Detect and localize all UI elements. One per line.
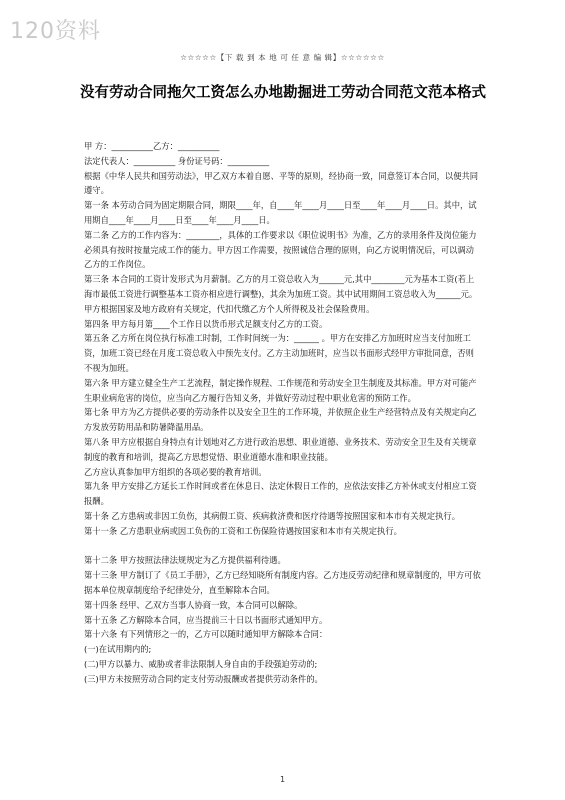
article-7: 第七条 甲方为乙方提供必要的劳动条件以及安全卫生的工作环境，并依照企业生产经营特点及有关规定向乙方发放劳防用品和防暑降温用品。 — [84, 407, 477, 433]
article-15: 第十五条 乙方解除本合同，应当提前三十日以书面形式通知甲方。 — [84, 614, 328, 625]
watermark: 120资料 — [10, 19, 101, 44]
download-banner: ☆☆☆☆☆【下 载 到 本 地 可 任 意 编 辑】☆☆☆☆☆☆ — [180, 53, 385, 62]
article-14: 第十四条 经甲、乙双方当事人协商一致，本合同可以解除。 — [84, 599, 303, 610]
article-16-item-1: (一)在试用期内的; — [84, 644, 152, 655]
article-3: 第三条 本合同的工资计发形式为月薪制。乙方的月工资总收入为______元,其中________元为基本工资(若上海市最低工资进行调整基本工资亦相应进行调整)，其余为加班工资。其中试用期间工资总收入为______元。甲方根据国家及地方政府有关规定，代扣代缴乙方个人所得税及社会保险费用。 — [84, 274, 478, 314]
article-1: 第一条 本劳动合同为固定期限合同，期限____年，自____年____月____日至____年____月____日。其中，试用期自____年____月____日至____年____月____日。 — [84, 200, 477, 225]
article-16-item-2: (二)甲方以暴力、威胁或者非法限制人身自由的手段强迫劳动的; — [84, 658, 318, 669]
article-9: 第九条 甲方安排乙方延长工作时间或者在休息日、法定休假日工作的，应依法安排乙方补休或支付相应工资报酬。 — [84, 481, 477, 507]
article-11: 第十一条 乙方患职业病或因工负伤的工资和工伤保险待遇按国家和本市有关规定执行。 — [84, 525, 402, 536]
contract-body — [84, 139, 482, 686]
party-line: 甲 方：__________乙方：__________ — [84, 141, 220, 151]
page-number: 1 — [279, 775, 286, 784]
article-12: 第十二条 甲方按照法律法规规定为乙方提供福利待遇。 — [84, 555, 286, 566]
article-10: 第十条 乙方患病或非因工负伤，其病假工资、疾病救济费和医疗待遇等按照国家和本市有关规定执行。 — [84, 510, 461, 521]
preamble: 根据《中华人民共和国劳动法》，甲乙双方本着自愿、平等的原则，经协商一致，同意签订本合同，以便共同遵守。 — [84, 170, 479, 196]
article-5: 第五条 乙方所在岗位执行标准工时制，工作时间统一为：______ 。甲方在安排乙方加班时应当支付加班工资，加班工资已经在月度工资总收入中预先支付。乙方主动加班时，应当以书面形式经甲方审批同意，否则不视为加班。 — [84, 333, 474, 373]
article-4: 第四条 甲方每月第____个工作日以货币形式足额支付乙方的工资。 — [84, 318, 328, 329]
article-2: 第二条 乙方的工作内容为：________，具体的工作要求以《职位说明书》为准，乙方的录用条件及岗位能力必须具有按时按量完成工作的能力。甲方因工作需要，按照诚信合理的原则，向乙方说明情况后，可以调动乙方的工作岗位。 — [84, 229, 477, 270]
article-16-item-3: (三)甲方未按照劳动合同约定支付劳动报酬或者提供劳动条件的。 — [84, 673, 323, 684]
article-6: 第六条 甲方建立健全生产工艺流程，制定操作规程、工作规范和劳动安全卫生制度及其标准。甲方对可能产生职业病危害的岗位，应当向乙方履行告知义务，并做好劳动过程中职业危害的预防工作。 — [84, 377, 477, 403]
representative-line: 法定代表人：__________ 身份证号码：__________ — [84, 155, 270, 166]
document-title: 没有劳动合同拖欠工资怎么办地勘掘进工劳动合同范文范本格式 — [80, 85, 486, 101]
article-13: 第十三条 甲方制订了《员工手册》，乙方已经知晓所有制度内容。乙方违反劳动纪律和规章制度的，甲方可依据本单位规章制度给予纪律处分，直至解除本合同。 — [84, 570, 481, 595]
article-8-note: 乙方应认真参加甲方组织的各项必要的教育培训。 — [84, 466, 267, 477]
article-8: 第八条 甲方应根据自身特点有计划地对乙方进行政治思想、职业道德、业务技术、劳动安全卫生及有关规章制度的教育和培训，提高乙方思想觉悟、职业道德水准和职业技能。 — [84, 436, 477, 462]
article-16: 第十六条 有下列情形之一的，乙方可以随时通知甲方解除本合同： — [84, 629, 328, 640]
